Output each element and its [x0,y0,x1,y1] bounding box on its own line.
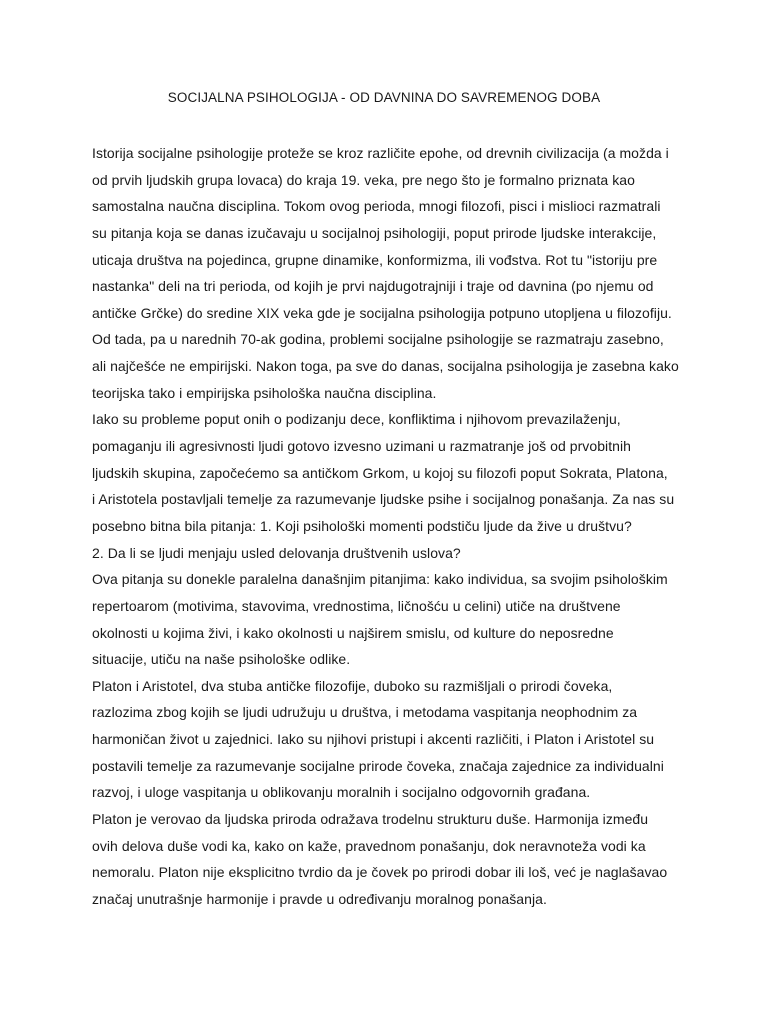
text-line: okolnosti u kojima živi, i kako okolnosti u najširem smislu, od kulture do neposredne [92,624,614,641]
text-line: razlozima zbog kojih se ljudi udružuju u društva, i metodama vaspitanja neophodnim za [92,704,638,721]
text-line: nastanka" deli na tri perioda, od kojih je prvi najdugotrajniji i traje od davnina (po njemu od [92,278,654,295]
text-line: nemoralu. Platon nije eksplicitno tvrdio da je čovek po prirodi dobar ili loš, već je naglašavao [92,864,668,881]
text-line: 2. Da li se ljudi menjaju usled delovanja društvenih uslova? [92,544,461,561]
text-line: Istorija socijalne psihologije proteže se kroz različite epohe, od drevnih civilizacija (a možda i [92,145,669,161]
text-line: razvoj, i uloge vaspitanja u oblikovanju moralnih i socijalno odgovornih građana. [92,784,591,801]
text-line: repertoarom (motivima, stavovima, vrednostima, ličnošću u celini) utiče na društvene [92,597,621,614]
text-line: samostalna naučna disciplina. Tokom ovog perioda, mnogi filozofi, pisci i mislioci razmatrali [92,198,661,215]
text-line: značaj unutrašnje harmonije i pravde u određivanju moralnog ponašanja. [92,890,547,907]
text-line: Platon je verovao da ljudska priroda odražava trodelnu strukturu duše. Harmonija između [92,811,649,828]
text-line: su pitanja koja se danas izučavaju u socijalnoj psihologiji, poput prirode ljudske interakcije, [92,224,657,241]
text-line: Od tada, pa u narednih 70-ak godina, problemi socijalne psihologije se razmatraju zasebno, [92,331,664,348]
text-line: teorijska tako i empirijska psihološka naučna disciplina. [92,384,437,401]
document-body [92,140,692,913]
text-line: ali najčešće ne empirijski. Nakon toga, pa sve do danas, socijalna psihologija je zasebna kako [92,358,679,375]
text-line: pomaganju ili agresivnosti ljudi gotovo izvesno uzimani u razmatranje još od prvobitnih [92,438,631,455]
text-line: postavili temelje za razumevanje socijalne prirode čoveka, značaja zajednice za individualni [92,757,664,774]
text-line: Platon i Aristotel, dva stuba antičke filozofije, duboko su razmišljali o prirodi čoveka, [92,677,613,694]
text-line: uticaja društva na pojedinca, grupne dinamike, konformizma, ili vođstva. Rot tu "istoriju pre [92,251,658,268]
text-line: situacije, utiču na naše psihološke odlike. [92,651,351,668]
text-line: i Aristotela postavljali temelje za razumevanje ljudske psihe i socijalnog ponašanja. Za nas su [92,491,675,508]
text-line: posebno bitna bila pitanja: 1. Koji psihološki momenti podstiču ljude da žive u društvu? [92,517,632,534]
document-title: SOCIJALNA PSIHOLOGIJA - OD DAVNINA DO SAVREMENOG DOBA [167,90,601,105]
text-line: Iako su probleme poput onih o podizanju dece, konfliktima i njihovom prevazilaženju, [92,411,621,428]
text-line: ovih delova duše vodi ka, kako on kaže, pravednom ponašanju, dok neravnoteža vodi ka [92,837,646,854]
text-line: od prvih ljudskih grupa lovaca) do kraja 19. veka, pre nego što je formalno priznata kao [92,171,635,188]
text-line: antičke Grčke) do sredine XIX veka gde je socijalna psihologija potpuno utopljena u filozofiju. [92,304,672,321]
text-line: harmoničan život u zajednici. Iako su njihovi pristupi i akcenti različiti, i Platon i Aristotel su [92,731,655,748]
text-line: Ova pitanja su donekle paralelna današnjim pitanjima: kako individua, sa svojim psihološkim [92,571,668,588]
text-line: ljudskih skupina, započećemo sa antičkom Grkom, u kojoj su filozofi poput Sokrata, Platona, [92,464,668,481]
